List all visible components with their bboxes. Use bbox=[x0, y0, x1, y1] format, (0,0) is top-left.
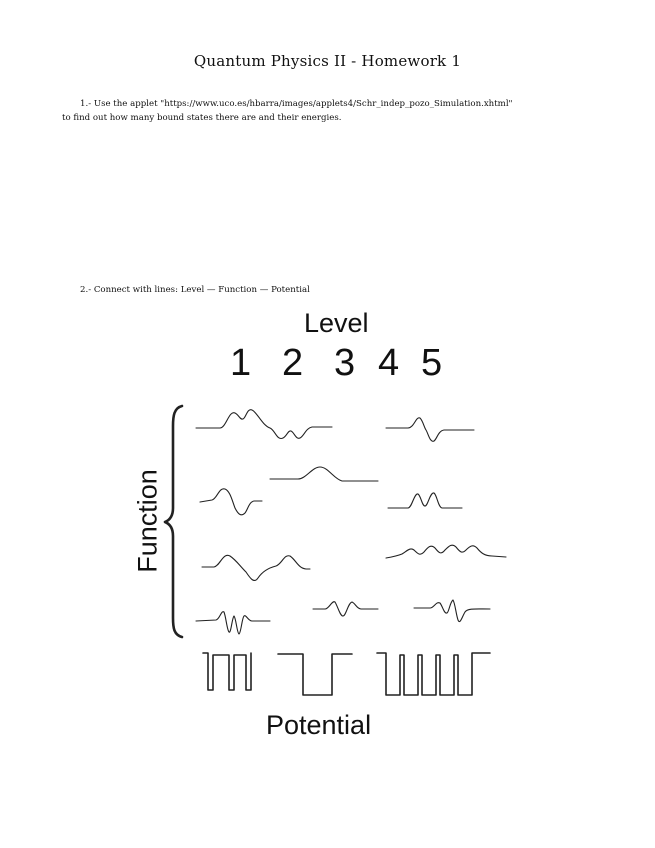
wavefunction-g bbox=[386, 545, 506, 558]
level-number-4: 4 bbox=[378, 342, 400, 384]
wavefunction-h bbox=[196, 612, 270, 634]
level-number-2: 2 bbox=[282, 342, 304, 384]
page-title: Quantum Physics II - Homework 1 bbox=[193, 52, 462, 70]
wavefunction-a bbox=[196, 410, 332, 439]
wavefunction-i bbox=[313, 602, 378, 616]
level-number-5: 5 bbox=[421, 342, 443, 384]
wavefunction-f bbox=[202, 555, 310, 580]
question-2-text: 2.- Connect with lines: Level — Function — Potential bbox=[80, 285, 310, 295]
function-brace bbox=[165, 406, 182, 637]
question-1-line-1: 1.- Use the applet "https://www.uco.es/hbarra/images/applets4/Schr_indep_pozo_Simulation.xhtml" bbox=[80, 99, 513, 109]
level-number-3: 3 bbox=[334, 342, 356, 384]
potential-double-well bbox=[203, 653, 251, 690]
wavefunction-c bbox=[270, 467, 378, 481]
wavefunction-d bbox=[200, 489, 262, 515]
potential-label: Potential bbox=[266, 710, 372, 740]
level-label: Level bbox=[304, 308, 369, 338]
question-1-line-2: to find out how many bound states there are and their energies. bbox=[62, 113, 342, 123]
wavefunction-e bbox=[388, 493, 462, 508]
wavefunction-b bbox=[386, 418, 474, 441]
potential-square-well bbox=[278, 654, 352, 695]
potential-periodic-wells bbox=[377, 653, 490, 695]
level-number-1: 1 bbox=[230, 342, 252, 384]
wavefunction-j bbox=[414, 600, 490, 622]
function-label: Function bbox=[132, 469, 163, 573]
